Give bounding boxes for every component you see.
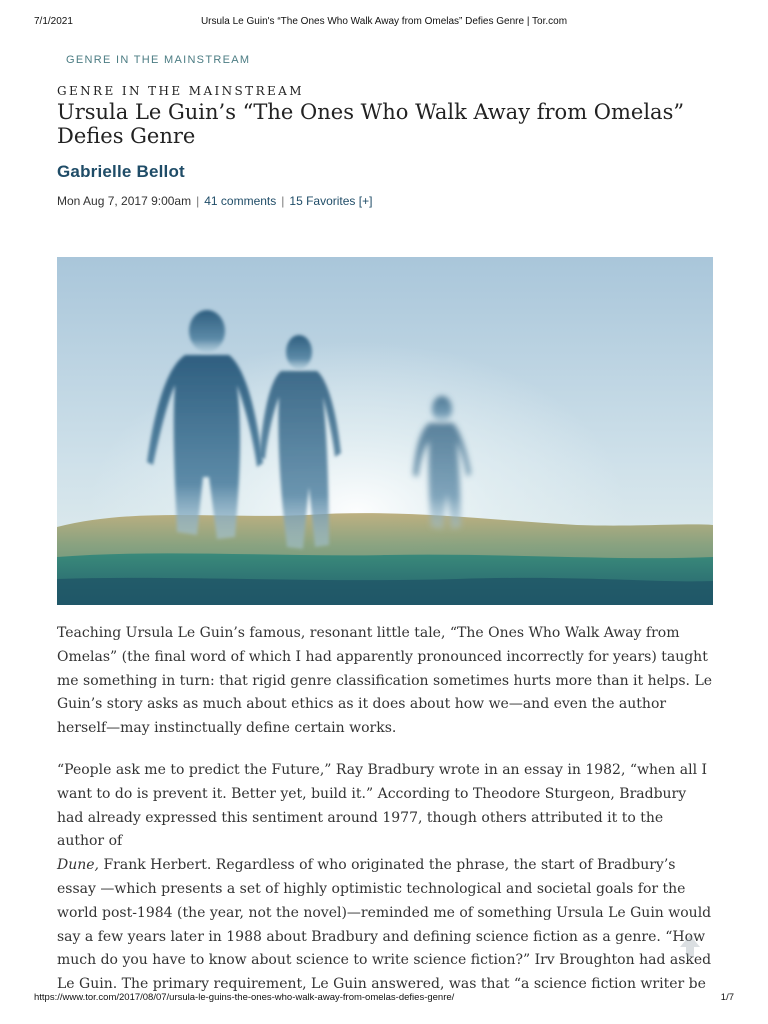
publish-date: Mon Aug 7, 2017 9:00am bbox=[57, 194, 192, 208]
article-title: Ursula Le Guin’s “The Ones Who Walk Away from Omelas” Defies Genre bbox=[57, 100, 685, 148]
arrow-up-icon bbox=[678, 933, 702, 959]
hero-illustration bbox=[57, 257, 713, 605]
paragraph-text-part: “People ask me to predict the Future,” Ray Bradbury wrote in an essay in 1982, “when all I want to do is prevent it. Better yet, build it.” According to Theodore Sturgeon, Bradbury had already expressed this sentiment around 1977, though others attributed it to the author of bbox=[57, 762, 708, 850]
article-kicker: GENRE IN THE MAINSTREAM bbox=[57, 84, 304, 98]
paragraph-text-part: Frank Herbert. Regardless of who originated the phrase, the start of Bradbury’s essay —which presents a set of highly optimistic technological and societal goals for the world post-1984 (the year, not the novel)—reminded me of something Ursula Le Guin would say a few years later in 1988 about Bradbury and defining science fiction as a genre. “How much do you have to know about science to write science fiction?” Irv Broughton had asked Le Guin. The primary requirement, Le Guin answered, was that “a science fiction writer be bbox=[57, 857, 712, 993]
favorites-link[interactable]: 15 Favorites [+] bbox=[289, 194, 373, 208]
article-meta bbox=[57, 194, 372, 208]
print-url: https://www.tor.com/2017/08/07/ursula-le-guins-the-ones-who-walk-away-from-omelas-defies-genre/ bbox=[34, 992, 455, 1003]
print-page-number: 1/7 bbox=[720, 992, 734, 1003]
author-link[interactable]: Gabrielle Bellot bbox=[57, 162, 185, 181]
paragraph-text bbox=[57, 759, 714, 997]
meta-separator: | bbox=[281, 194, 285, 208]
hero-image bbox=[57, 257, 713, 605]
comments-link[interactable]: 41 comments bbox=[204, 194, 277, 208]
print-page-title: Ursula Le Guin's “The Ones Who Walk Away from Omelas” Defies Genre | Tor.com bbox=[200, 16, 568, 27]
scroll-to-top-button[interactable] bbox=[678, 933, 702, 959]
book-title-dune: Dune, bbox=[57, 857, 99, 874]
print-header bbox=[34, 16, 734, 30]
print-footer bbox=[34, 992, 734, 1006]
article-body-paragraph-2 bbox=[57, 759, 714, 997]
print-date: 7/1/2021 bbox=[34, 16, 73, 27]
breadcrumb-genre-link[interactable]: GENRE IN THE MAINSTREAM bbox=[66, 54, 251, 66]
paragraph-text: Teaching Ursula Le Guin’s famous, resonant little tale, “The Ones Who Walk Away from Omelas” (the final word of which I had apparently pronounced incorrectly for years) taught me something in turn: that rigid genre classification sometimes hurts more than it helps. Le Guin’s story asks as much about ethics as it does about how we—and even the author herself—may instinctually define certain works. bbox=[57, 625, 713, 737]
meta-separator: | bbox=[196, 194, 200, 208]
article-body-paragraph-1 bbox=[57, 622, 714, 741]
